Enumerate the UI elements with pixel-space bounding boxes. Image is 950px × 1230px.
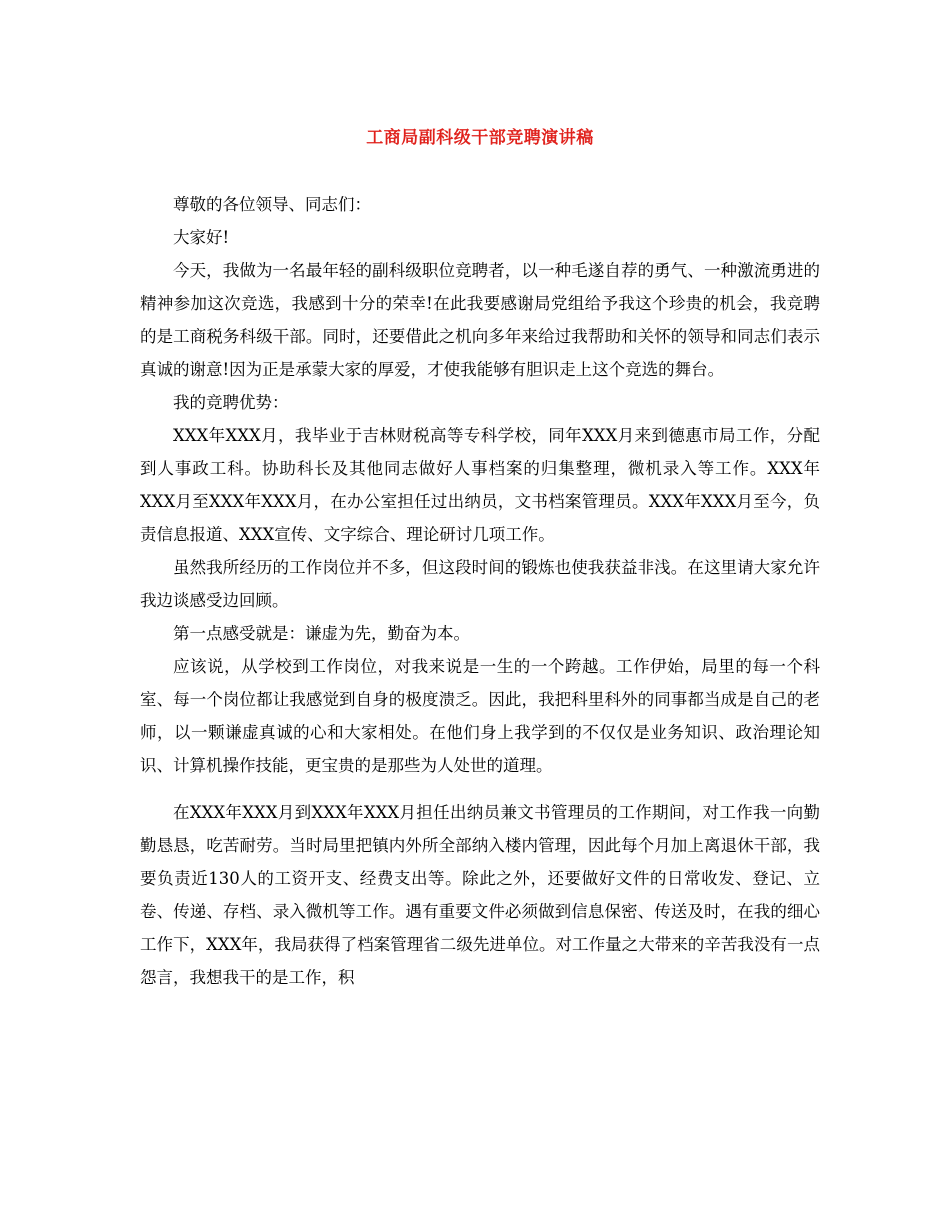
- paragraph-experience: XXX年XXX月，我毕业于吉林财税高等专科学校，同年XXX月来到德惠市局工作，分配到人事政工科。协助科长及其他同志做好人事档案的归集整理，微机录入等工作。XXX年XXX月至XXX年XXX月，在办公室担任过出纳员，文书档案管理员。XXX年XXX月至今，负责信息报道、XXX宣传、文字综合、理论研讨几项工作。: [140, 426, 820, 544]
- paragraph-salutation: 尊敬的各位领导、同志们：: [173, 195, 371, 214]
- paragraph-transition: 应该说，从学校到工作岗位，对我来说是一生的一个跨越。工作伊始，局里的每一个科室、每一个岗位都让我感觉到自身的极度溃乏。因此，我把科里科外的同事都当成是自己的老师，以一颗谦虚真诚的心和大家相处。在他们身上我学到的不仅仅是业务知识、政治理论知识、计算机操作技能，更宝贵的是那些为人处世的道理。: [140, 657, 820, 775]
- document-body: [140, 188, 820, 994]
- paragraph-advantage-heading: 我的竞聘优势：: [173, 393, 289, 412]
- document-title: 工商局副科级干部竞聘演讲稿: [366, 128, 594, 148]
- paragraph-intro: 今天，我做为一名最年轻的副科级职位竞聘者，以一种毛遂自荐的勇气、一种激流勇进的精神参加这次竞选，我感到十分的荣幸!在此我要感谢局党组给予我这个珍贵的机会，我竞聘的是工商税务科级干部。同时，还要借此之机向多年来给过我帮助和关怀的领导和同志们表示真诚的谢意!因为正是承蒙大家的厚爱，才使我能够有胆识走上这个竞选的舞台。: [140, 261, 820, 379]
- paragraph-greeting: 大家好!: [173, 228, 230, 247]
- paragraph-first-point: 第一点感受就是：谦虚为先，勤奋为本。: [173, 624, 470, 643]
- paragraph-reflection: 虽然我所经历的工作岗位并不多，但这段时间的锻炼也使我获益非浅。在这里请大家允许我边谈感受边回顾。: [140, 558, 820, 610]
- paragraph-cashier-work: 在XXX年XXX月到XXX年XXX月担任出纳员兼文书管理员的工作期间，对工作我一向勤勤恳恳，吃苦耐劳。当时局里把镇内外所全部纳入楼内管理，因此每个月加上离退休干部，我要负责近130人的工资开支、经费支出等。除此之外，还要做好文件的日常收发、登记、立卷、传递、存档、录入微机等工作。遇有重要文件必须做到信息保密、传送及时，在我的细心工作下，XXX年，我局获得了档案管理省二级先进单位。对工作量之大带来的辛苦我没有一点怨言，我想我干的是工作，积: [140, 803, 820, 987]
